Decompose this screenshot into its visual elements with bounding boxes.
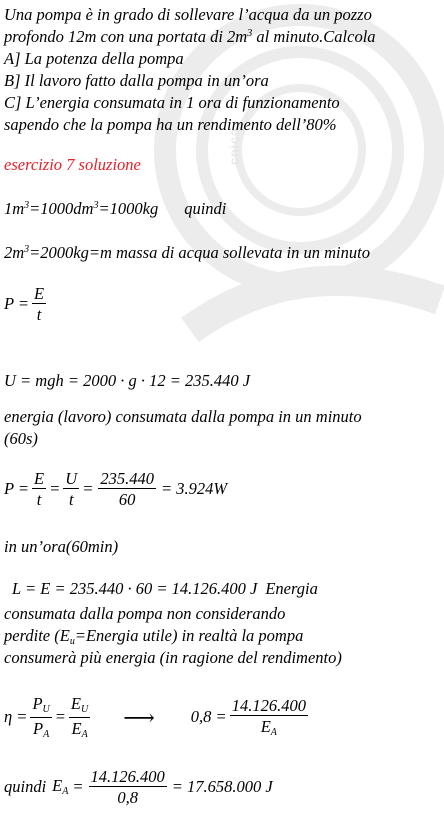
equation-8: quindi $E_A$ = $\frac{14.126.400}{0,8}$ = 17.658.000 J (4, 767, 273, 808)
equation-5: P = $\frac{E}{t}$ = $\frac{U}{t}$ = $\frac{235.440}{60}$ = 3.924W (4, 469, 228, 510)
text-hour: in un’ora(60min) (4, 537, 119, 556)
equation-6: L = E = 235.440 · 60 = 14.126.400 J Energia (12, 579, 318, 598)
equation-4: U = mgh = 2000 · g · 12 = 235.440 J (4, 371, 251, 390)
solution-title: esercizio 7 soluzione (4, 155, 141, 174)
equation-1: $1m^3=1000dm^3=1000kg$ quindi (4, 199, 227, 218)
problem-line-3: A] La potenza della pompa (4, 49, 184, 68)
watermark-text: cnica (226, 127, 242, 165)
equation-2: $2m^3=2000kg=m$ massa di acqua sollevata in un minuto (4, 243, 370, 262)
problem-line-5: C] L’energia consumata in 1 ora di funzionamento (4, 93, 340, 112)
problem-line-6: sapendo che la pompa ha un rendimento dell’80% (4, 115, 337, 134)
text-consumption-line-2: perdite ($E_u=Energia$ utile) in realtà la pompa (4, 626, 304, 647)
equation-3: P = $\frac{E}{t}$ (4, 284, 45, 325)
text-energy-line-2: (60s) (4, 429, 38, 448)
text-consumption-line-3: consumerà più energia (in ragione del rendimento) (4, 648, 342, 667)
problem-line-1: Una pompa è in grado di sollevare l’acqua da un pozzo (4, 5, 372, 24)
problem-line-2: profondo 12m con una portata di $2m^3$ al minuto.Calcola (4, 27, 376, 46)
problem-line-4: B] Il lavoro fatto dalla pompa in un’ora (4, 71, 269, 90)
arrow-icon: ⟶ (123, 704, 155, 730)
text-consumption-line-1: consumata dalla pompa non considerando (4, 604, 286, 623)
equation-7: η = $\frac{P_U}{P_A}$ = $\frac{E_U}{E_A}$ ⟶ 0,8 = $\frac{14.126.400}{E_A}$ (4, 694, 306, 740)
text-energy-line-1: energia (lavoro) consumata dalla pompa in un minuto (4, 407, 362, 426)
